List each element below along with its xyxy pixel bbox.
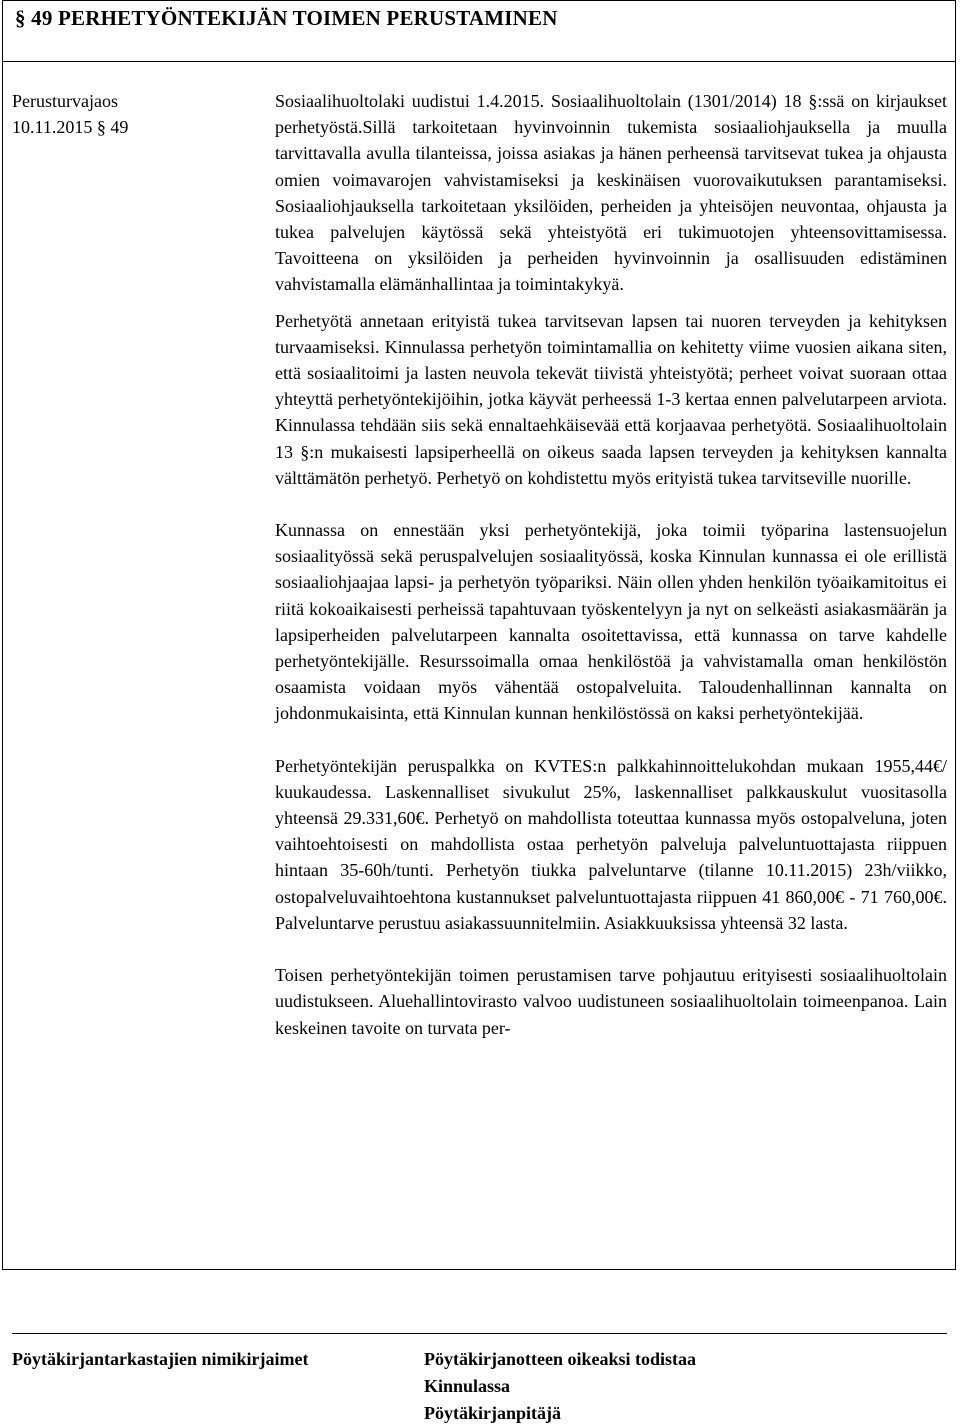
certification-place: Kinnulassa <box>424 1376 511 1396</box>
paragraph-2: Perhetyötä annetaan erityistä tukea tarvitsevan lapsen tai nuoren terveyden ja kehityksen turvaamiseksi. Kinnulassa perhetyön toimintamallia on kehitetty viime vuosien aikana siten, että sosiaalitoimi ja lasten neuvola tekevät tiivistä yhteistyötä; perheet voivat suoraan ottaa yhteyttä perhetyöntekijöihin, jotka käyvät perheessä 1-3 kertaa ennen palvelutarpeen arviota. Kinnulassa tehdään siis sekä ennaltaehkäisevää että korjaavaa perhetyötä. Sosiaalihuoltolain 13 §:n mukaisesti lapsiperheellä on oikeus saada lapsen terveyden ja kehityksen kannalta välttämätön perhetyö. Perhetyö on kohdistettu myös erityistä tukea tarvitseville nuorille. <box>275 310 947 488</box>
inspectors-initials-label: Pöytäkirjantarkastajien nimikirjaimet <box>12 1349 309 1369</box>
body-text <box>275 88 947 1041</box>
certification-label: Pöytäkirjanotteen oikeaksi todistaa <box>424 1349 696 1369</box>
section-header <box>2 0 956 62</box>
certification-role: Pöytäkirjanpitäjä <box>424 1403 561 1423</box>
paragraph-5: Toisen perhetyöntekijän toimen perustamisen tarve pohjautuu erityisesti sosiaalihuoltolain uudistukseen. Aluehallintovirasto valvoo uudistuneen sosiaalihuoltolain toimeenpanoa. Lain keskeinen tavoite on turvata per- <box>275 965 947 1038</box>
reference-body: Perusturvajaos <box>12 91 118 111</box>
paragraph-4: Perhetyöntekijän peruspalkka on KVTES:n palkkahinnoittelukohdan mukaan 1955,44€/ kuukaudessa. Laskennalliset sivukulut 25%, laskennalliset palkkauskulut vuositasolla yhteensä 29.331,60€. Perhetyö on mahdollista toteuttaa kunnassa myös ostopalveluna, joten vaihtoehtoisesti on mahdollista ostaa perhetyön palveluja palveluntuottajasta riippuen hintaan 35-60h/tunti. Perhetyön tiukka palveluntarve (tilanne 10.11.2015) 23h/viikko, ostopalveluvaihtoehtona kustannukset palveluntuottajasta riippuen 41 860,00€ - 71 760,00€. Palveluntarve perustuu asiakassuunnitelmiin. Asiakkuuksissa yhteensä 32 lasta. <box>275 755 947 933</box>
reference-column <box>12 88 252 140</box>
paragraph-1: Sosiaalihuoltolaki uudistui 1.4.2015. Sosiaalihuoltolain (1301/2014) 18 §:ssä on kirjaukset perhetyöstä.Sillä tarkoitetaan hyvinvoinnin tukemista sosiaaliohjauksella ja muulla tarvittavalla avulla tilanteissa, joissa asiakas ja hänen perheensä tarvitsevat tukea ja ohjausta omien voimavarojen vahvistamiseksi ja keskinäisen vuorovaikutuksen parantamiseksi. Sosiaaliohjauksella tarkoitetaan yksilöiden, perheiden ja yhteisöjen neuvontaa, ohjausta ja tukea palvelujen käytössä sekä yhteistyötä eri tukimuotojen yhteensovittamisessa. Tavoitteena on yksilöiden ja perheiden hyvinvoinnin ja osallisuuden edistäminen vahvistamalla elämänhallintaa ja toimintakykyä. <box>275 91 947 295</box>
paragraph-3: Kunnassa on ennestään yksi perhetyöntekijä, joka toimii työparina lastensuojelun sosiaalityössä sekä peruspalvelujen sosiaalityössä, koska Kinnulan kunnassa ei ole erillistä sosiaaliohjaajaa lapsi- ja perhetyön työpariksi. Näin ollen yhden henkilön työaikamitoitus ei riitä kokoaikaisesti perheissä tapahtuvaan työskentelyyn ja nyt on selkeästi asiakasmäärän ja lapsiperheiden palvelutarpeen kannalta osoitettavissa, että kunnassa on tarve kahdelle perhetyöntekijälle. Resurssoimalla omaa henkilöstöä ja vahvistamalla oman henkilöstön osaamista voidaan myös vähentää ostopalveluita. Taloudenhallinnan kannalta on johdonmukaisinta, että Kinnulan kunnan henkilöstössä on kaksi perhetyöntekijää. <box>275 520 947 724</box>
section-title: § 49 PERHETYÖNTEKIJÄN TOIMEN PERUSTAMINEN <box>15 6 558 30</box>
certification-block <box>424 1346 696 1427</box>
reference-date-section: 10.11.2015 § 49 <box>12 117 129 137</box>
signature-divider <box>12 1333 947 1334</box>
